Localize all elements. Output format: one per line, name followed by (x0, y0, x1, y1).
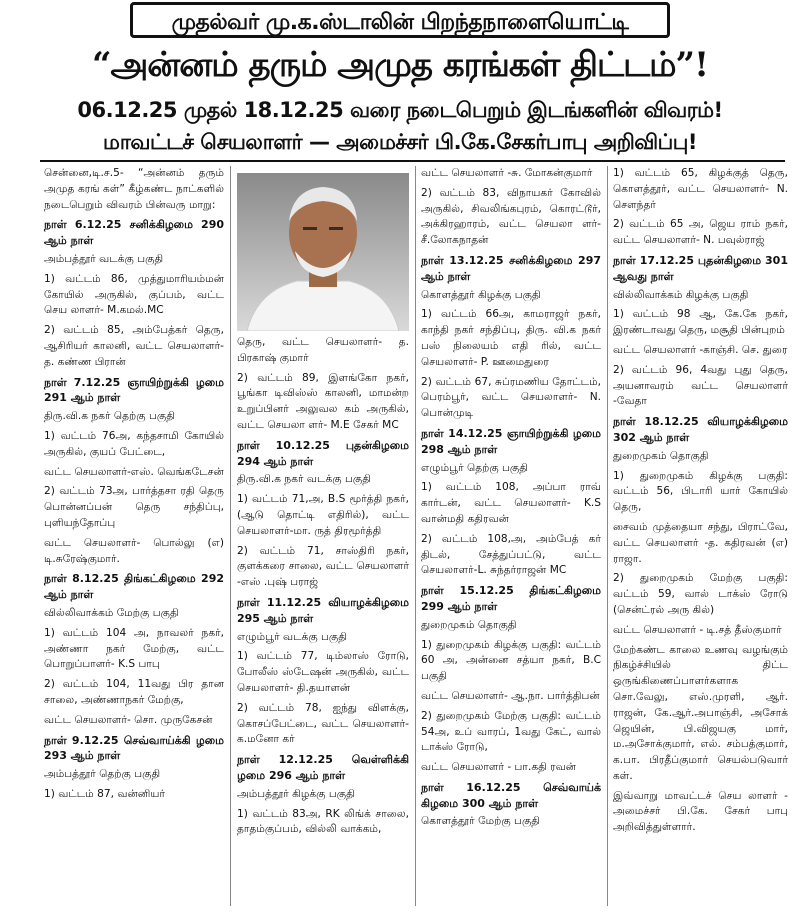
day-heading: நாள் 15.12.25 திங்கட்கிழமை 299 ஆம் நாள் (421, 584, 601, 613)
kicker-banner: முதல்வர் மு.க.ஸ்டாலின் பிறந்தநாளையொட்டி (130, 2, 670, 38)
paragraph: திரு.வி.க நகர் வடக்கு பகுதி (237, 473, 371, 486)
paragraph: 1) வட்டம் 77, டிம்லாஸ் ரோடு, போலீஸ் ஸ்டேஷன் அருகில், வட்ட செயலாளர்- தி.தயாளன் (237, 650, 409, 694)
column-divider (230, 166, 231, 906)
paragraph: 1) வட்டம் 98 ஆ, கே.கே நகர், இரண்டாவது தெரு, மசூதி பின்புறம் (613, 308, 788, 337)
person-portrait-icon (237, 173, 409, 331)
paragraph: 2) வட்டம் 96, 4வது புது தெரு, அயனாவரம் வட்ட செயலாளர் -வேதா (613, 363, 788, 408)
paragraph: வட்ட செயலாளர்- ஆ.நா. பார்த்திபன் (421, 689, 600, 702)
paragraph: மேற்கண்ட காலை உணவு வழங்கும் நிகழ்ச்சியில் திட்ட ஒருங்கிணைப்பாளர்களாக சொ.வேலு, எஸ்.முரளி, ஆர். ராஜன், கே.ஆர்.அபாஞ்சி, அசோக் ஜெயின், பி.விஜயகு மார், ம.அசோக்குமார், எல். சம்பத்குமார், க.பா. பிரதீப்குமார் செயல்படுவார் கள். (613, 643, 788, 782)
paragraph: அம்பத்தூர் வடக்கு பகுதி (44, 252, 164, 265)
day-heading: நாள் 13.12.25 சனிக்கிழமை 297 ஆம் நாள் (421, 253, 601, 283)
subheadline-announcement: மாவட்டச் செயலாளர் — அமைச்சர் பி.கே.சேகர்பாபு அறிவிப்பு! (103, 130, 697, 154)
day-heading: நாள் 9.12.25 செவ்வாய்க்கி ழமை 293 ஆம் நாள் (44, 733, 224, 763)
paragraph: தெரு, வட்ட செயலாளர்- த. பிரகாஷ் குமார் (237, 336, 409, 364)
paragraph: 2) வட்டம் 108,அ, அம்பேத் கர் திடல், சேத்துப்பட்டு, வட்ட செயலாளர்-L. சுந்தர்ராஜன் MC (421, 532, 601, 577)
paragraph: 1) துறைமுகம் கிழக்கு பகுதி: வட்டம் 60 அ, அன்னை சத்யா நகர், B.C பகுதி (421, 638, 601, 683)
headline: “அன்னம் தரும் அமுத கரங்கள் திட்டம்”! (91, 45, 709, 85)
paragraph: 1) வட்டம் 66அ, காமராஜர் நகர், காந்தி நகர் சந்திப்பு, திரு. வி.க நகர் பஸ் நிலையம் எதி ரில், வட்ட செயலாளர்- P. ஊமைதுரை (421, 308, 601, 368)
paragraph: 2) வட்டம் 85, அம்பேத்கர் தெரு, ஆசிரியர் காலனி, வட்ட செயலாளர்-த. கண்ண பிரான் (44, 324, 224, 368)
paragraph: வட்ட செயலாளர் - பா.கதி ரவன் (421, 761, 577, 774)
day-heading: நாள் 16.12.25 செவ்வாய்க் கிழமை 300 ஆம் நாள் (421, 780, 601, 810)
column-divider (607, 166, 608, 906)
paragraph: திரு.வி.க நகர் தெற்கு பகுதி (44, 410, 175, 423)
paragraph: வில்லிவாக்கம் கிழக்கு பகுதி (613, 288, 749, 301)
paragraph: 2) வட்டம் 65 அ, ஜெய ராம் நகர், வட்ட செயலாளர்- N. பவுல்ராஜ் (613, 218, 788, 247)
paragraph: அம்பத்தூர் தெற்கு பகுதி (44, 768, 161, 781)
paragraph: வட்ட செயலாளர்-எஸ். வெங்கடேசன் (44, 465, 224, 478)
day-heading: நாள் 14.12.25 ஞாயிற்றுக்கி ழமை 298 ஆம் நாள் (421, 426, 601, 456)
paragraph: 1) வட்டம் 87, வன்னியர் (44, 787, 166, 800)
paragraph: அம்பத்தூர் கிழக்கு பகுதி (237, 787, 355, 800)
day-heading: நாள் 7.12.25 ஞாயிற்றுக்கி ழமை 291 ஆம் நாள் (44, 375, 224, 405)
paragraph: வட்ட செயலாளர் -சு. மோகன்குமார் (421, 167, 593, 179)
paragraph: 1) வட்டம் 86, முத்துமாரியம்மன் கோயில் அருகில், குப்பம், வட்ட செய லாளர்- M.கமல்.MC (44, 272, 224, 317)
paragraph: 1) வட்டம் 71,அ, B.S மூர்த்தி நகர், (ஆடு தொட்டி எதிரில்), வட்ட செயலாளர்-மா. ருத் திரமூர்த்தி (237, 493, 409, 537)
paragraph: சென்னை,டி.ச.5- “அன்னம் தரும் அமுத கரங் கள்” கீழ்கண்ட நாட்களில் நடைபெறும் விவரம் பின்வரு மாறு: (44, 167, 224, 211)
paragraph: 2) துறைமுகம் மேற்கு பகுதி: வட்டம் 54அ, உப் வாரப், 1வது கேட், வால் டாக்ஸ் ரோடு, (421, 709, 601, 754)
article-column-4 (613, 166, 788, 840)
paragraph: வில்லிவாக்கம் மேற்கு பகுதி (44, 606, 179, 619)
paragraph: சைவம் முத்தையா சந்து, பிராட்வே, வட்ட செயலாளர் -த. கதிரவன் (எ) ராஜா. (613, 520, 788, 565)
paragraph: 2) வட்டம் 83, விநாயகர் கோவில் அருகில், சிவலிங்கபுரம், கொரட்டூர், அக்கிரஹாரம், வட்ட செயலா ளர்- சீ.லோகநாதன் (421, 186, 601, 247)
article-column-3 (421, 166, 601, 834)
paragraph: கொளத்தூர் கிழக்கு பகுதி (421, 288, 541, 301)
paragraph: 2) வட்டம் 71, சாஸ்திரி நகர், குளக்கரை சாலை, வட்ட செயலாளர் -எஸ் .புஷ் பராஜ் (237, 544, 409, 589)
paragraph: வட்ட செயலாளர்- பொல்லு (எ) டி.சுரேஷ்குமார். (44, 536, 224, 565)
paragraph: 2) வட்டம் 89, இளங்கோ நகர், பூங்கா டிவிஸ்ஸ் காலனி, மாமன்ற உறுப்பினர் அலுவல கம் அருகில், வட்ட செயலா ளர்- M.E சேகர் MC (237, 371, 409, 431)
paragraph: 1) வட்டம் 76அ, கந்தசாமி கோயில் அருகில், குயப் பேட்டை, (44, 429, 224, 458)
paragraph: வட்ட செயலாளர் - டி.சத் தீஸ்குமார் (613, 623, 782, 636)
paragraph: எழும்பூர் வடக்கு பகுதி (237, 630, 347, 643)
paragraph: 1) வட்டம் 104 அ, நாவலர் நகர், அண்ணா நகர் மேற்கு, வட்ட பொறுப்பாளர்- K.S பாபு (44, 626, 224, 671)
day-heading: நாள் 18.12.25 வியாழக்கிழமை 302 ஆம் நாள் (613, 415, 788, 444)
day-heading: நாள் 6.12.25 சனிக்கிழமை 290 ஆம் நாள் (44, 218, 224, 248)
paragraph: 1) வட்டம் 108, அப்பா ராவ் கார்டன், வட்ட செயலாளர்- K.S வான்மதி கதிரவன் (421, 481, 601, 525)
paragraph: வட்ட செயலாளர் -காஞ்சி. செ. துரை (613, 343, 788, 356)
paragraph: 2) வட்டம் 67, சுப்ரமணிய தோட்டம், பெரம்பூர், வட்ட செயலாளர்- N. பொன்முடி (421, 375, 601, 420)
article-column-1 (44, 166, 224, 807)
column-divider (415, 166, 416, 906)
paragraph: 2) துறைமுகம் மேற்கு பகுதி: வட்டம் 59, வால் டாக்ஸ் ரோடு (சென்ட்ரல் அரு கில்) (613, 572, 788, 616)
paragraph: 1) துறைமுகம் கிழக்கு பகுதி: வட்டம் 56, பிடாரி யார் கோயில் தெரு, (613, 469, 788, 514)
paragraph: 2) வட்டம் 104, 11வது பிர தான சாலை, அண்ணாநகர் மேற்கு, (44, 678, 224, 706)
portrait-photo (237, 173, 409, 331)
header-rule (40, 160, 785, 162)
subheadline-dates: 06.12.25 முதல் 18.12.25 வரை நடைபெறும் இடங்களின் விவரம்! (77, 98, 723, 122)
paragraph: எழும்பூர் தெற்கு பகுதி (421, 461, 528, 474)
paragraph: வட்ட செயலாளர்- சொ. முருகேசன் (44, 713, 213, 726)
paragraph: கொளத்தூர் மேற்கு பகுதி (421, 815, 540, 828)
paragraph: துறைமுகம் தொகுதி (421, 618, 517, 631)
day-heading: நாள் 10.12.25 புதன்கிழமை 294 ஆம் நாள் (237, 438, 409, 468)
paragraph: 1) வட்டம் 65, கிழக்குத் தெரு, கொளத்தூர், வட்ட செயலாளர்- N. சௌந்தர் (613, 167, 788, 211)
paragraph: 2) வட்டம் 78, ஐந்து விளக்கு, கொசப்பேட்டை, வட்ட செயலாளர்-க.மனோ கர் (237, 701, 409, 746)
paragraph: 1) வட்டம் 83அ, RK லிங்க் சாலை, தாதம்குப்பம், வில்லி வாக்கம், (237, 807, 409, 836)
paragraph: இவ்வாறு மாவட்டச் செய லாளர் - அமைச்சர் பி.கே. சேகர் பாபு அறிவித்துள்ளார். (613, 789, 788, 834)
article-column-2 (237, 335, 409, 842)
day-heading: நாள் 17.12.25 புதன்கிழமை 301 ஆவது நாள் (613, 253, 788, 283)
paragraph: துறைமுகம் தொகுதி (613, 449, 709, 462)
paragraph: 2) வட்டம் 73அ, பார்த்தசா ரதி தெரு பொன்னப்பன் தெரு சந்திப்பு, புளியந்தோப்பு (44, 485, 224, 529)
day-heading: நாள் 12.12.25 வெள்ளிக்கி ழமை 296 ஆம் நாள் (237, 753, 409, 782)
day-heading: நாள் 11.12.25 வியாழக்கிழமை 295 ஆம் நாள் (237, 595, 409, 625)
day-heading: நாள் 8.12.25 திங்கட்கிழமை 292 ஆம் நாள் (44, 572, 224, 602)
